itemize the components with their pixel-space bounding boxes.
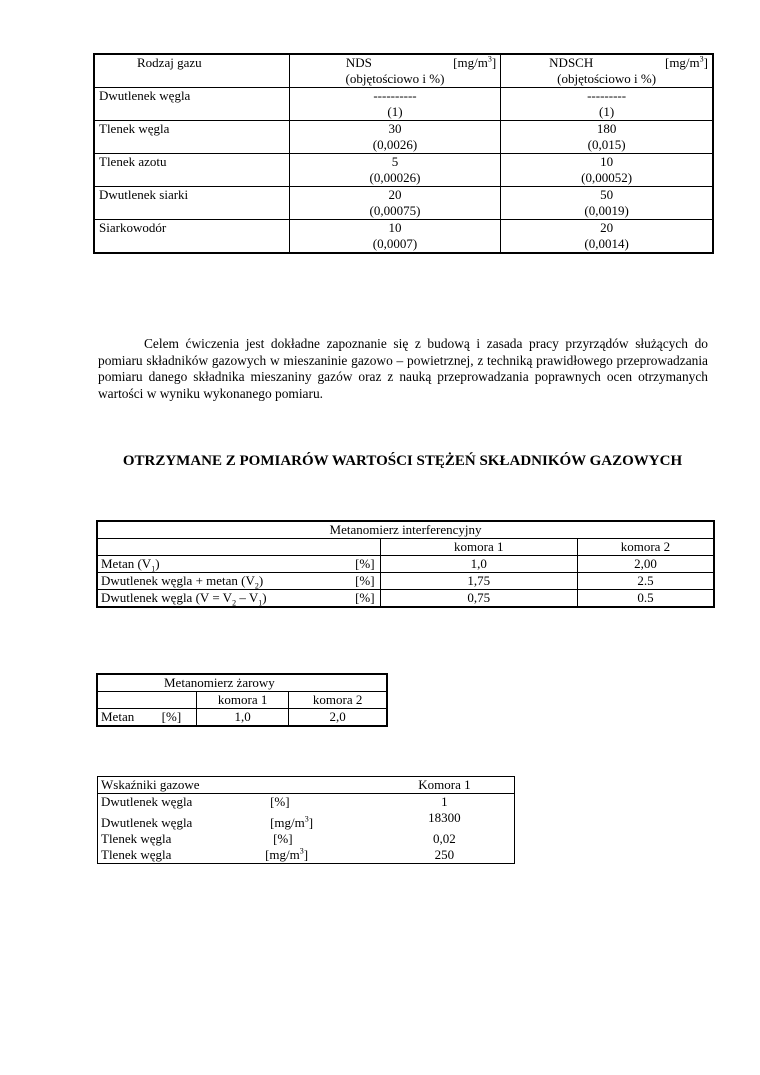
row-label: Tlenek węgla xyxy=(101,831,172,846)
row-unit: [%] xyxy=(273,831,293,846)
ndsch-value: 20 (0,0014) xyxy=(501,220,713,254)
row-unit: [%] xyxy=(336,573,380,590)
column-header-komora-2: komora 2 xyxy=(289,692,387,709)
row-unit: $[mg/m^3]$ xyxy=(265,846,309,862)
row-label: Metan xyxy=(97,709,159,727)
table-row xyxy=(98,794,515,811)
interferometer-table xyxy=(96,520,715,608)
header-ndsch: NDSCH $[mg/m^3]$ (objętościowo i %) xyxy=(501,54,713,88)
value-komora-2: 0.5 xyxy=(577,590,714,608)
column-header-komora-1: komora 1 xyxy=(380,539,577,556)
value-komora-2: 2.5 xyxy=(577,573,714,590)
table-row xyxy=(97,590,714,608)
table-row xyxy=(97,709,387,727)
incandescent-meter-table xyxy=(96,673,388,727)
row-unit: $[mg/m^3]$ xyxy=(270,814,314,830)
gas-name: Siarkowodór xyxy=(94,220,289,254)
header-gas-type: Rodzaj gazu xyxy=(94,54,289,88)
table-row xyxy=(98,847,515,864)
row-label: Dwutlenek węgla + metan $(V_2)$ xyxy=(97,573,336,590)
nds-value: 30 (0,0026) xyxy=(289,121,500,154)
gas-name: Dwutlenek węgla xyxy=(94,88,289,121)
value-komora-2: 2,00 xyxy=(577,556,714,573)
nds-value: 20 (0,00075) xyxy=(289,187,500,220)
gas-indicators-table xyxy=(97,776,515,864)
table-title: Metanomierz interferencyjny xyxy=(97,521,714,539)
table-row xyxy=(94,121,713,154)
row-label: Metan $(V_1)$ xyxy=(97,556,336,573)
value-komora-1: 1,0 xyxy=(196,709,288,727)
ndsch-value: 180 (0,015) xyxy=(501,121,713,154)
table-row xyxy=(98,831,515,847)
gas-name: Tlenek węgla xyxy=(94,121,289,154)
column-header-komora-1: Komora 1 xyxy=(418,777,471,792)
table-title: Metanomierz żarowy xyxy=(97,674,387,692)
value-komora-1: 1,0 xyxy=(380,556,577,573)
table-row xyxy=(94,154,713,187)
value-komora-2: 2,0 xyxy=(289,709,387,727)
row-label: Dwutlenek węgla xyxy=(101,815,193,830)
nds-value: ---------- (1) xyxy=(289,88,500,121)
section-heading: OTRZYMANE Z POMIARÓW WARTOŚCI STĘŻEŃ SKŁADNIKÓW GAZOWYCH xyxy=(122,453,683,469)
ndsch-value: 50 (0,0019) xyxy=(501,187,713,220)
row-unit: [%] xyxy=(336,556,380,573)
table-title: Wskaźniki gazowe xyxy=(101,777,200,792)
row-label: Dwutlenek węgla xyxy=(101,794,193,809)
value-komora-1: 0,75 xyxy=(380,590,577,608)
row-unit: [%] xyxy=(159,709,197,727)
table-row xyxy=(94,88,713,121)
row-unit: [%] xyxy=(336,590,380,608)
row-label: Tlenek węgla xyxy=(101,847,172,862)
table-row xyxy=(97,556,714,573)
table-row xyxy=(98,810,515,831)
header-nds: NDS $[mg/m^3]$ (objętościowo i %) xyxy=(289,54,500,88)
table-row xyxy=(94,187,713,220)
table-header-row xyxy=(94,54,713,88)
row-label: Dwutlenek węgla $(V = V_2 - V_1)$ xyxy=(97,590,336,608)
nds-unit: $[mg/m^3]$ xyxy=(453,54,497,70)
column-header-komora-2: komora 2 xyxy=(577,539,714,556)
table-row xyxy=(97,573,714,590)
value-komora-1: 1,75 xyxy=(380,573,577,590)
gas-name: Dwutlenek siarki xyxy=(94,187,289,220)
table-row xyxy=(94,220,713,254)
nds-value: 10 (0,0007) xyxy=(289,220,500,254)
row-value: 0,02 xyxy=(433,831,456,846)
row-value: 250 xyxy=(434,847,455,862)
nds-value: 5 (0,00026) xyxy=(289,154,500,187)
column-header-komora-1: komora 1 xyxy=(196,692,288,709)
gas-name: Tlenek azotu xyxy=(94,154,289,187)
ndsch-unit: $[mg/m^3]$ xyxy=(664,54,708,70)
ndsch-value: 10 (0,00052) xyxy=(501,154,713,187)
row-value: 1 xyxy=(441,794,448,809)
row-unit: [%] xyxy=(270,794,290,809)
row-value: 18300 xyxy=(428,810,461,825)
objective-paragraph: Celem ćwiczenia jest dokładne zapoznanie się z budową i zasada pracy przyrządów służących do pomiaru składników gazowych w mieszaninie gazowo – powietrznej, z techniką prawidłowego przeprowadzania pomiaru danego składnika mieszaniny gazów oraz z nauką przeprowadzania poprawnych ocen otrzymanych wartości w wyniku wykonanego pomiaru. xyxy=(98,336,708,401)
exposure-limits-table xyxy=(93,53,714,254)
ndsch-value: --------- (1) xyxy=(501,88,713,121)
